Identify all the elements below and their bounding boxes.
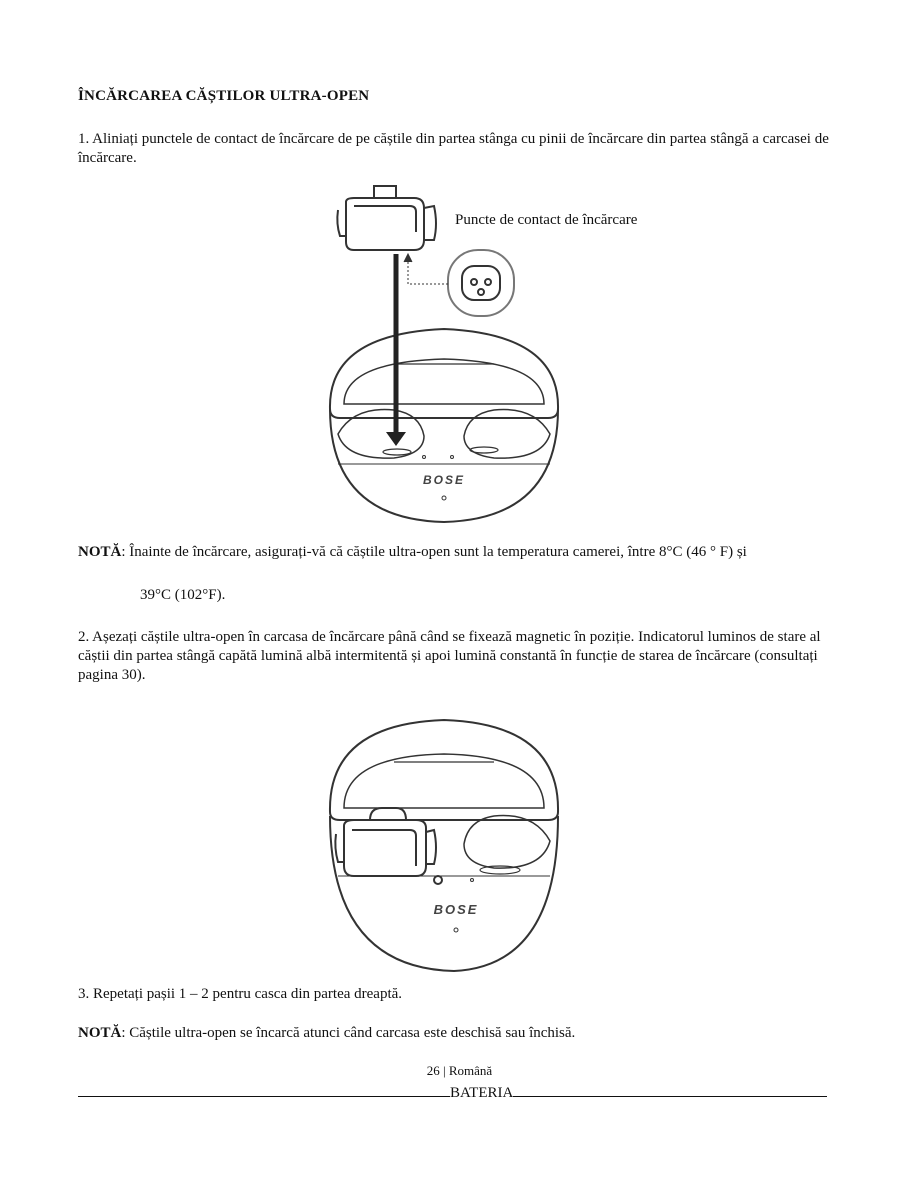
case-brand-logo-2: BOSE: [433, 902, 479, 917]
figure-2-earbud-in-case: [324, 716, 564, 976]
page-number: 26 | Română: [426, 1063, 493, 1078]
page-title: ÎNCĂRCAREA CĂȘTILOR ULTRA-OPEN: [78, 88, 370, 104]
step-1-text: 1. Aliniați punctele de contact de încărcare de pe căștile din partea stânga cu pinii de încărcare din partea stângă a carcasei de încărcare.: [78, 131, 829, 166]
note-2-text: : Căștile ultra-open se încarcă atunci când carcasa este deschisă sau închisă.: [121, 1025, 576, 1041]
note-1: [78, 543, 853, 562]
note-1-prefix: NOTĂ: [78, 544, 122, 560]
figure-1-earbud-alignment: [324, 184, 564, 524]
case-base: [330, 409, 558, 522]
note-1-continuation: 39°C (102°F).: [140, 587, 226, 603]
charging-contacts-label: Puncte de contact de încărcare: [455, 212, 638, 228]
footer-section-rule: [78, 1083, 850, 1102]
case-brand-logo: BOSE: [422, 473, 466, 487]
case-lid-2: [330, 720, 558, 820]
note-2-prefix: NOTĂ: [78, 1025, 122, 1041]
note-1-text: : Înainte de încărcare, asigurați-vă că căștile ultra-open sunt la temperatura camerei, între 8°C (46 ° F) și: [121, 544, 747, 560]
step-2-text: 2. Așezați căștile ultra-open în carcasa de încărcare până când se fixează magnetic în poziție. Indicatorul luminos de stare al căștii din partea stângă capătă lumină albă intermitentă și apoi lumină constantă în funcție de starea de încărcare (consultați pagina 30).: [78, 629, 821, 683]
earbud-icon-2: [344, 820, 426, 876]
note-2: [78, 1024, 575, 1043]
footer-section-title: BATERIA: [450, 1085, 514, 1101]
step-3-text: 3. Repetați pașii 1 – 2 pentru casca din partea dreaptă.: [78, 986, 403, 1002]
